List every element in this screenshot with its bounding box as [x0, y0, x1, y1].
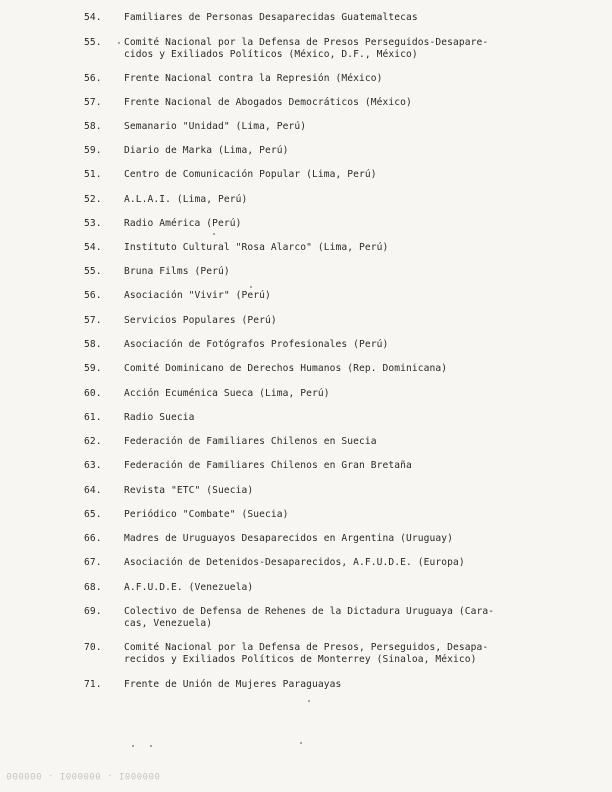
item-number: 59.: [84, 145, 102, 156]
item-number: 66.: [84, 533, 102, 544]
item-number: 54.: [84, 12, 102, 23]
scan-speck: [308, 700, 310, 702]
item-number: 58.: [84, 339, 102, 350]
item-text: Asociación de Fotógrafos Profesionales (Perú): [124, 339, 389, 350]
item-text: Asociación "Vivir" (Perú): [124, 290, 271, 301]
item-number: 57.: [84, 97, 102, 108]
item-text: Familiares de Personas Desaparecidas Guatemaltecas: [124, 12, 418, 23]
item-text: Frente Nacional de Abogados Democráticos (México): [124, 97, 412, 108]
item-number: 69.: [84, 606, 102, 617]
scan-speck: [213, 233, 215, 235]
item-number: 51.: [84, 169, 102, 180]
scan-speck: [118, 42, 120, 44]
item-text: Radio Suecia: [124, 412, 195, 423]
item-text: Federación de Familiares Chilenos en Suecia: [124, 436, 377, 447]
item-number: 54.: [84, 242, 102, 253]
item-number: 62.: [84, 436, 102, 447]
item-text: Diario de Marka (Lima, Perú): [124, 145, 289, 156]
item-number: 71.: [84, 679, 102, 690]
item-number: 65.: [84, 509, 102, 520]
item-number: 57.: [84, 315, 102, 326]
item-text: A.F.U.D.E. (Venezuela): [124, 582, 254, 593]
item-number: 63.: [84, 460, 102, 471]
item-text: Radio América (Perú): [124, 218, 242, 229]
item-number: 58.: [84, 121, 102, 132]
item-number: 55.: [84, 37, 102, 48]
item-text: Frente de Unión de Mujeres Paraguayas: [124, 679, 342, 690]
item-text: Comité Nacional por la Defensa de Presos Perseguidos-Desapare- cidos y Exiliados Políticos (México, D.F., México): [124, 37, 489, 60]
scan-speck: [250, 286, 252, 288]
scan-bleed-stamp: 000000I - 000000I - 000000: [6, 770, 160, 780]
item-text: Servicios Populares (Perú): [124, 315, 277, 326]
item-text: Frente Nacional contra la Represión (México): [124, 73, 383, 84]
item-number: 52.: [84, 194, 102, 205]
item-number: 56.: [84, 290, 102, 301]
item-text: Colectivo de Defensa de Rehenes de la Dictadura Uruguaya (Cara- cas, Venezuela): [124, 606, 495, 629]
item-text: Bruna Films (Perú): [124, 266, 230, 277]
item-text: Asociación de Detenidos-Desaparecidos, A.F.U.D.E. (Europa): [124, 557, 465, 568]
item-number: 56.: [84, 73, 102, 84]
scan-speck: [150, 745, 152, 747]
item-number: 53.: [84, 218, 102, 229]
item-text: Periódico "Combate" (Suecia): [124, 509, 289, 520]
item-number: 60.: [84, 388, 102, 399]
item-text: Revista "ETC" (Suecia): [124, 485, 254, 496]
scan-speck: [132, 745, 134, 747]
scan-speck: [300, 742, 302, 744]
item-number: 55.: [84, 266, 102, 277]
item-number: 61.: [84, 412, 102, 423]
item-text: Federación de Familiares Chilenos en Gran Bretaña: [124, 460, 412, 471]
item-number: 64.: [84, 485, 102, 496]
item-text: Comité Dominicano de Derechos Humanos (Rep. Dominicana): [124, 363, 448, 374]
item-text: A.L.A.I. (Lima, Perú): [124, 194, 248, 205]
item-text: Madres de Uruguayos Desaparecidos en Argentina (Uruguay): [124, 533, 454, 544]
item-text: Semanario "Unidad" (Lima, Perú): [124, 121, 307, 132]
item-number: 59.: [84, 363, 102, 374]
item-text: Comité Nacional por la Defensa de Presos, Perseguidos, Desapa- recidos y Exiliados Políticos de Monterrey (Sinaloa, México): [124, 642, 489, 665]
item-text: Centro de Comunicación Popular (Lima, Perú): [124, 169, 377, 180]
item-number: 67.: [84, 557, 102, 568]
item-text: Acción Ecuménica Sueca (Lima, Perú): [124, 388, 330, 399]
item-number: 68.: [84, 582, 102, 593]
item-number: 70.: [84, 642, 102, 653]
item-text: Instituto Cultural "Rosa Alarco" (Lima, Perú): [124, 242, 389, 253]
